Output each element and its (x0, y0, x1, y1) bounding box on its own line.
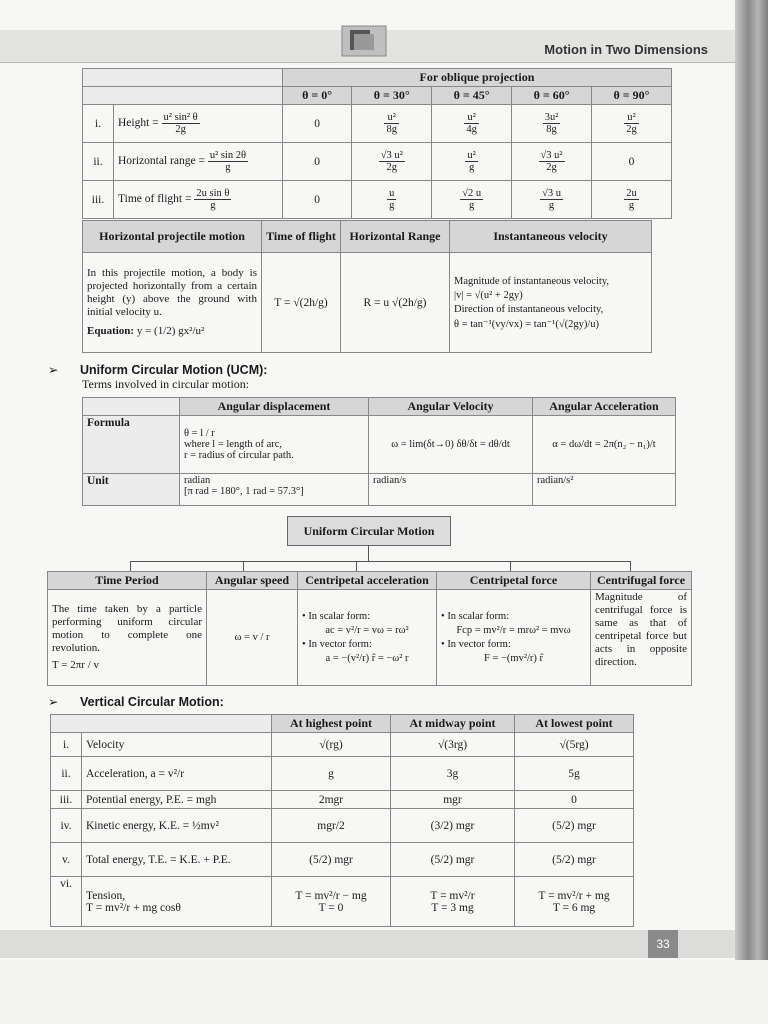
col-head: θ = 60° (512, 87, 592, 105)
table-row: ii. Horizontal range = $\frac{\text{u² sin 2θ}}{g}$ 0 $\frac{\text{√3 u²}}{2g}$ $\frac{\text{u²}}{g}$ $\frac{\text{√3 u²}}{2g}$ 0 (83, 143, 672, 181)
col-head: Horizontal projectile motion (83, 221, 262, 253)
bullet-arrow-icon: ➢ (48, 695, 59, 709)
table-row: i. Height = $\frac{\text{u² sin² θ}}{2g}$ 0 $\frac{\text{u²}}{8g}$ $\frac{\text{u²}}{4g}$ $\frac{\text{3u²}}{8g}$ $\frac{\text{u²}}{2g}$ (83, 105, 672, 143)
vertical-circular-table (50, 714, 634, 927)
col-head: Angular speed (207, 572, 298, 590)
ucm-subheading: Terms involved in circular motion: (82, 377, 250, 391)
publisher-logo-icon (340, 24, 388, 58)
connector-line (130, 561, 630, 562)
connector-line (243, 561, 244, 571)
col-head: θ = 90° (592, 87, 672, 105)
table-row: iii. Time of flight = $\frac{\text{2u sin θ}}{g}$ 0 $\frac{u}{g}$ $\frac{√2 u}{g}$ $\frac{√3 u}{g}$ $\frac{2u}{g}$ (83, 181, 672, 219)
page-number: 33 (648, 930, 678, 958)
col-head: Centripetal force (437, 572, 591, 590)
oblique-title: For oblique projection (283, 69, 672, 87)
col-head: Angular Velocity (369, 398, 533, 416)
col-head: Centripetal acceleration (298, 572, 437, 590)
table-row: v. Total energy, T.E. = K.E. + P.E. (5/2) mgr (5/2) mgr (5/2) mgr (51, 843, 634, 877)
col-head: Horizontal Range (341, 221, 450, 253)
col-head: Centrifugal force (591, 572, 692, 590)
footer-bar (0, 930, 735, 958)
table-row: ii. Acceleration, a = v²/r g 3g 5g (51, 757, 634, 791)
connector-line (630, 561, 631, 571)
table-row: vi. Tension, T = mv²/r + mg cosθ T = mv²/r − mg T = 0 T = mv²/r T = 3 mg T = mv²/r + mg T = 6 mg (51, 877, 634, 927)
chapter-title: Motion in Two Dimensions (544, 42, 708, 57)
ucm-detail-table: Time Period Angular speed Centripetal acceleration Centripetal force Centrifugal force The time taken by a particle performing uniform circular motion to complete one revolution. T = 2πr / v ω = v / r • In scalar form: ac = v²/r = vω = rω² • In vector form: a = −(v²/r) r̂ = −ω² r • In scalar form: Fcp = mv²/r = mrω² = mvω • In vector form: F = −(mv²/r) r̂ Magnitude of centrifugal force is same as that of centripetal force but acts in opposite direction. (47, 571, 692, 686)
table-row: i. Velocity √(rg) √(3rg) √(5rg) (51, 733, 634, 757)
horizontal-projectile-table: Horizontal projectile motion Time of flight Horizontal Range Instantaneous velocity In this projectile motion, a body is projected horizontally from a certain height (y) above the ground with initial velocity u. Equation: y = (1/2) gx²/u² T = √(2h/g) R = u √(2h/g) Magnitude of instantaneous velocity, |v| = √(u² + 2gy) Direction of instantaneous velocity, θ = tan⁻¹(vy/vx) = tan⁻¹(√(2gy)/u) (82, 220, 652, 353)
table-row: iv. Kinetic energy, K.E. = ½mv² mgr/2 (3/2) mgr (5/2) mgr (51, 809, 634, 843)
connector-line (356, 561, 357, 571)
col-head: θ = 45° (432, 87, 512, 105)
vcm-heading: Vertical Circular Motion: (79, 695, 224, 709)
col-head: Time of flight (262, 221, 341, 253)
ucm-flow-box: Uniform Circular Motion (287, 516, 451, 546)
col-head: Angular Acceleration (533, 398, 676, 416)
page-edge-shadow (735, 0, 768, 960)
ucm-terms-table: Angular displacement Angular Velocity Angular Acceleration Formula θ = l / r where l = length of arc, r = radius of circular path. ω = lim(δt→0) δθ/δt = dθ/dt α = dω/dt = 2π(n₂ − n₁)/t Unit radian [π rad = 180°, 1 rad = 57.3°] radian/s radian/s² (82, 397, 676, 506)
connector-line (130, 561, 131, 571)
col-head: θ = 0° (283, 87, 352, 105)
bullet-arrow-icon: ➢ (48, 363, 59, 377)
col-head: Angular displacement (180, 398, 369, 416)
ucm-heading: Uniform Circular Motion (UCM): (79, 363, 268, 377)
col-head: Instantaneous velocity (450, 221, 652, 253)
table-row: iii. Potential energy, P.E. = mgh 2mgr mgr 0 (51, 791, 634, 809)
col-head: At lowest point (515, 715, 634, 733)
col-head: At midway point (391, 715, 515, 733)
col-head: θ = 30° (352, 87, 432, 105)
col-head: At highest point (272, 715, 391, 733)
connector-line (368, 545, 369, 562)
connector-line (510, 561, 511, 571)
oblique-projection-table (82, 68, 672, 219)
col-head: Time Period (48, 572, 207, 590)
